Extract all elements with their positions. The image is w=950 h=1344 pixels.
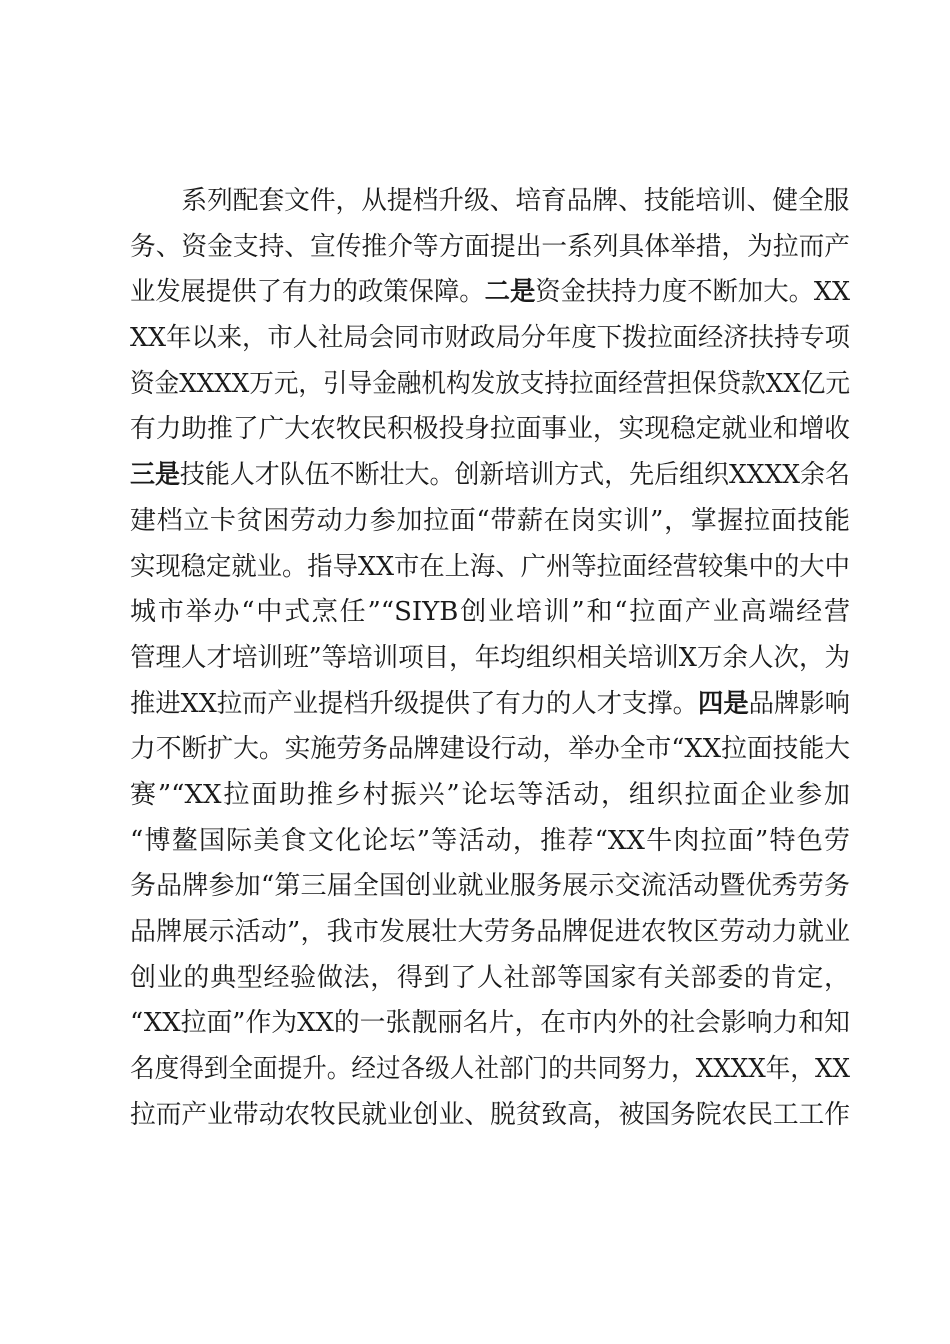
text-line [130,727,850,773]
text-line [130,773,850,819]
text-run: 务品牌参加“第三届全国创业就业服务展示交流活动暨优秀劳务 [130,871,850,902]
text-line [130,956,850,1002]
text-run: 资金XXXX万元，引导金融机构发放支持拉面经营担保贷款XX亿元 [130,368,850,399]
text-line [130,1093,850,1139]
text-run: 创业的典型经验做法，得到了人社部等国家有关部委的肯定， [130,962,850,993]
text-run: 品牌影响 [748,688,850,719]
text-line [130,819,850,865]
text-run: “XX拉面”作为XX的一张靓丽名片，在市内外的社会影响力和知 [130,1008,850,1039]
bold-heading-run: 四是 [697,688,749,719]
text-line [130,316,850,362]
text-run: 力不断扩大。实施劳务品牌建设行动，举办全市“XX拉面技能大 [130,734,850,765]
text-run: 系列配套文件，从提档升级、培育品牌、技能培训、健全服 [181,186,850,216]
text-line [130,590,850,636]
text-line [130,453,850,499]
text-run: 技能人才队伍不断壮大。创新培训方式，先后组织XXXX余名 [179,460,850,491]
text-run: 名度得到全面提升。经过各级人社部门的共同努力，XXXX年，XX [130,1054,850,1085]
text-line [130,910,850,956]
text-run: 赛”“XX拉面助推乡村振兴”论坛等活动，组织拉面企业参加 [130,779,850,810]
text-line [130,1001,850,1047]
text-run: “博鳌国际美食文化论坛”等活动，推荐“XX牛肉拉面”特色劳 [130,825,850,856]
text-line [130,636,850,682]
body-text [130,179,850,1138]
bold-heading-run: 三是 [130,460,180,491]
text-run: 推进XX拉而产业提档升级提供了有力的人才支撑。 [130,688,698,719]
text-run: 品牌展示活动”，我市发展壮大劳务品牌促进农牧区劳动力就业 [130,917,850,947]
text-line [130,545,850,591]
text-line [130,407,850,453]
text-line [130,864,850,910]
text-line [130,1047,850,1093]
text-run: 务、资金支持、宣传推介等方面提出一系列具体举措，为拉而产 [130,231,851,262]
text-run: 建档立卡贫困劳动力参加拉面“带薪在岗实训”，掌握拉面技能 [130,505,850,536]
text-run: 实现稳定就业。指导XX市在上海、广州等拉面经营较集中的大中 [130,551,850,582]
text-run: 城市举办“中式烹任”“SIYB创业培训”和“拉面产业高端经营 [130,597,850,628]
text-run: 管理人才培训班”等培训项目，年均组织相关培训X万余人次，为 [130,642,851,673]
text-run: 有力助推了广大农牧民积极投身拉面事业，实现稳定就业和增收 [130,414,851,445]
text-run: 拉而产业带动农牧民就业创业、脱贫致高，被国务院农民工工作 [130,1099,851,1130]
text-line [130,225,850,271]
text-line [130,499,850,545]
text-line [130,362,850,408]
text-line [130,682,850,728]
text-run: 资金扶持力度不断加大。XX [535,277,850,308]
bold-heading-run: 二是 [484,277,536,308]
text-line [130,179,901,225]
text-run: 业发展提供了有力的政策保障。 [130,277,485,308]
text-run: XX年以来，市人社局会同市财政局分年度下拨拉面经济扶持专项 [130,323,850,354]
text-line [130,270,850,316]
